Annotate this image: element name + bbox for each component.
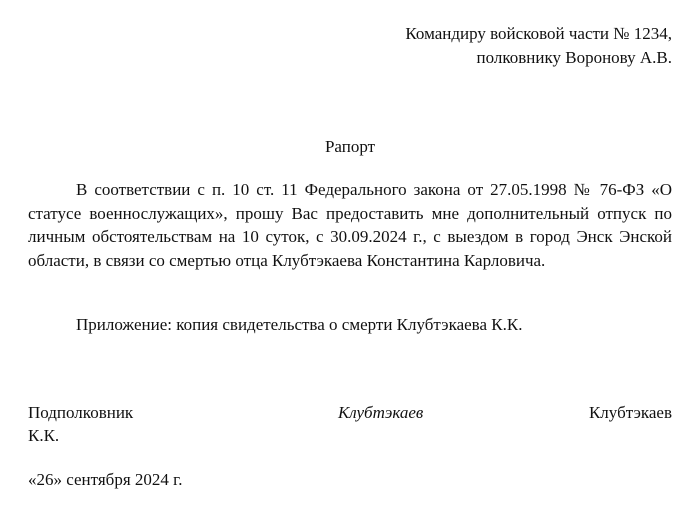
addressee-block [405,22,672,70]
handwritten-signature: Клубтэкаев [338,403,424,422]
attachment-note: Приложение: копия свидетельства о смерти Клубтэкаева К.К. [76,315,523,334]
document-date: «26» сентября 2024 г. [28,470,183,489]
report-body: В соответствии с п. 10 ст. 11 Федерального закона от 27.05.1998 № 76-ФЗ «О статусе военнослужащих», прошу Вас предоставить мне дополнительный отпуск по личным обстоятельствам на 10 суток, с 30.09.2024 г., с выездом в город Энск Энской области, в связи со смертью отца Клубтэкаева Константина Карловича. [28,180,672,270]
document-title: Рапорт [324,137,376,156]
addressee-line-2: полковнику Воронову А.В. [476,48,672,67]
signature-row [28,401,672,425]
signer-surname: Клубтэкаев [588,403,672,422]
addressee-line-1: Командиру войсковой части № 1234, [405,24,672,43]
signer-initials: К.К. [28,426,60,445]
signer-rank: Подполковник [28,403,134,422]
